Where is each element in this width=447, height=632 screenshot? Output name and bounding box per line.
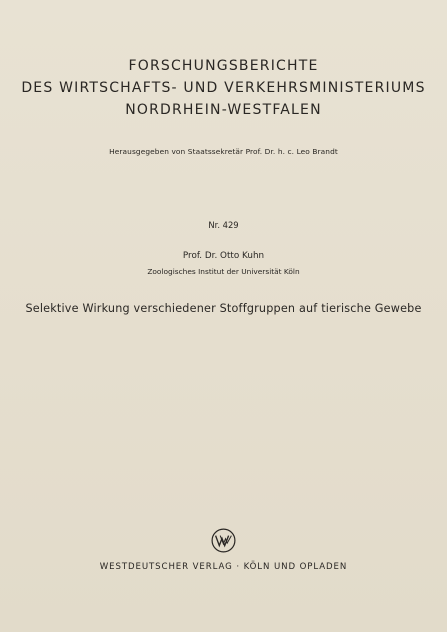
book-title: Selektive Wirkung verschiedener Stoffgruppen auf tierische Gewebe [25,302,422,315]
series-title-line-2: DES WIRTSCHAFTS- UND VERKEHRSMINISTERIUMS [21,80,426,96]
publisher-monogram-icon [211,528,236,553]
author-name: Prof. Dr. Otto Kuhn [182,251,265,261]
publisher-line: WESTDEUTSCHER VERLAG · KÖLN UND OPLADEN [99,562,348,572]
report-number: Nr. 429 [208,220,239,230]
editor-line: Herausgegeben von Staatssekretär Prof. Dr. h. c. Leo Brandt [109,147,338,156]
series-title-line-3: NORDRHEIN-WESTFALEN [125,102,322,118]
author-institute: Zoologisches Institut der Universität Köln [147,267,300,276]
series-title-line-1: FORSCHUNGSBERICHTE [128,58,319,74]
